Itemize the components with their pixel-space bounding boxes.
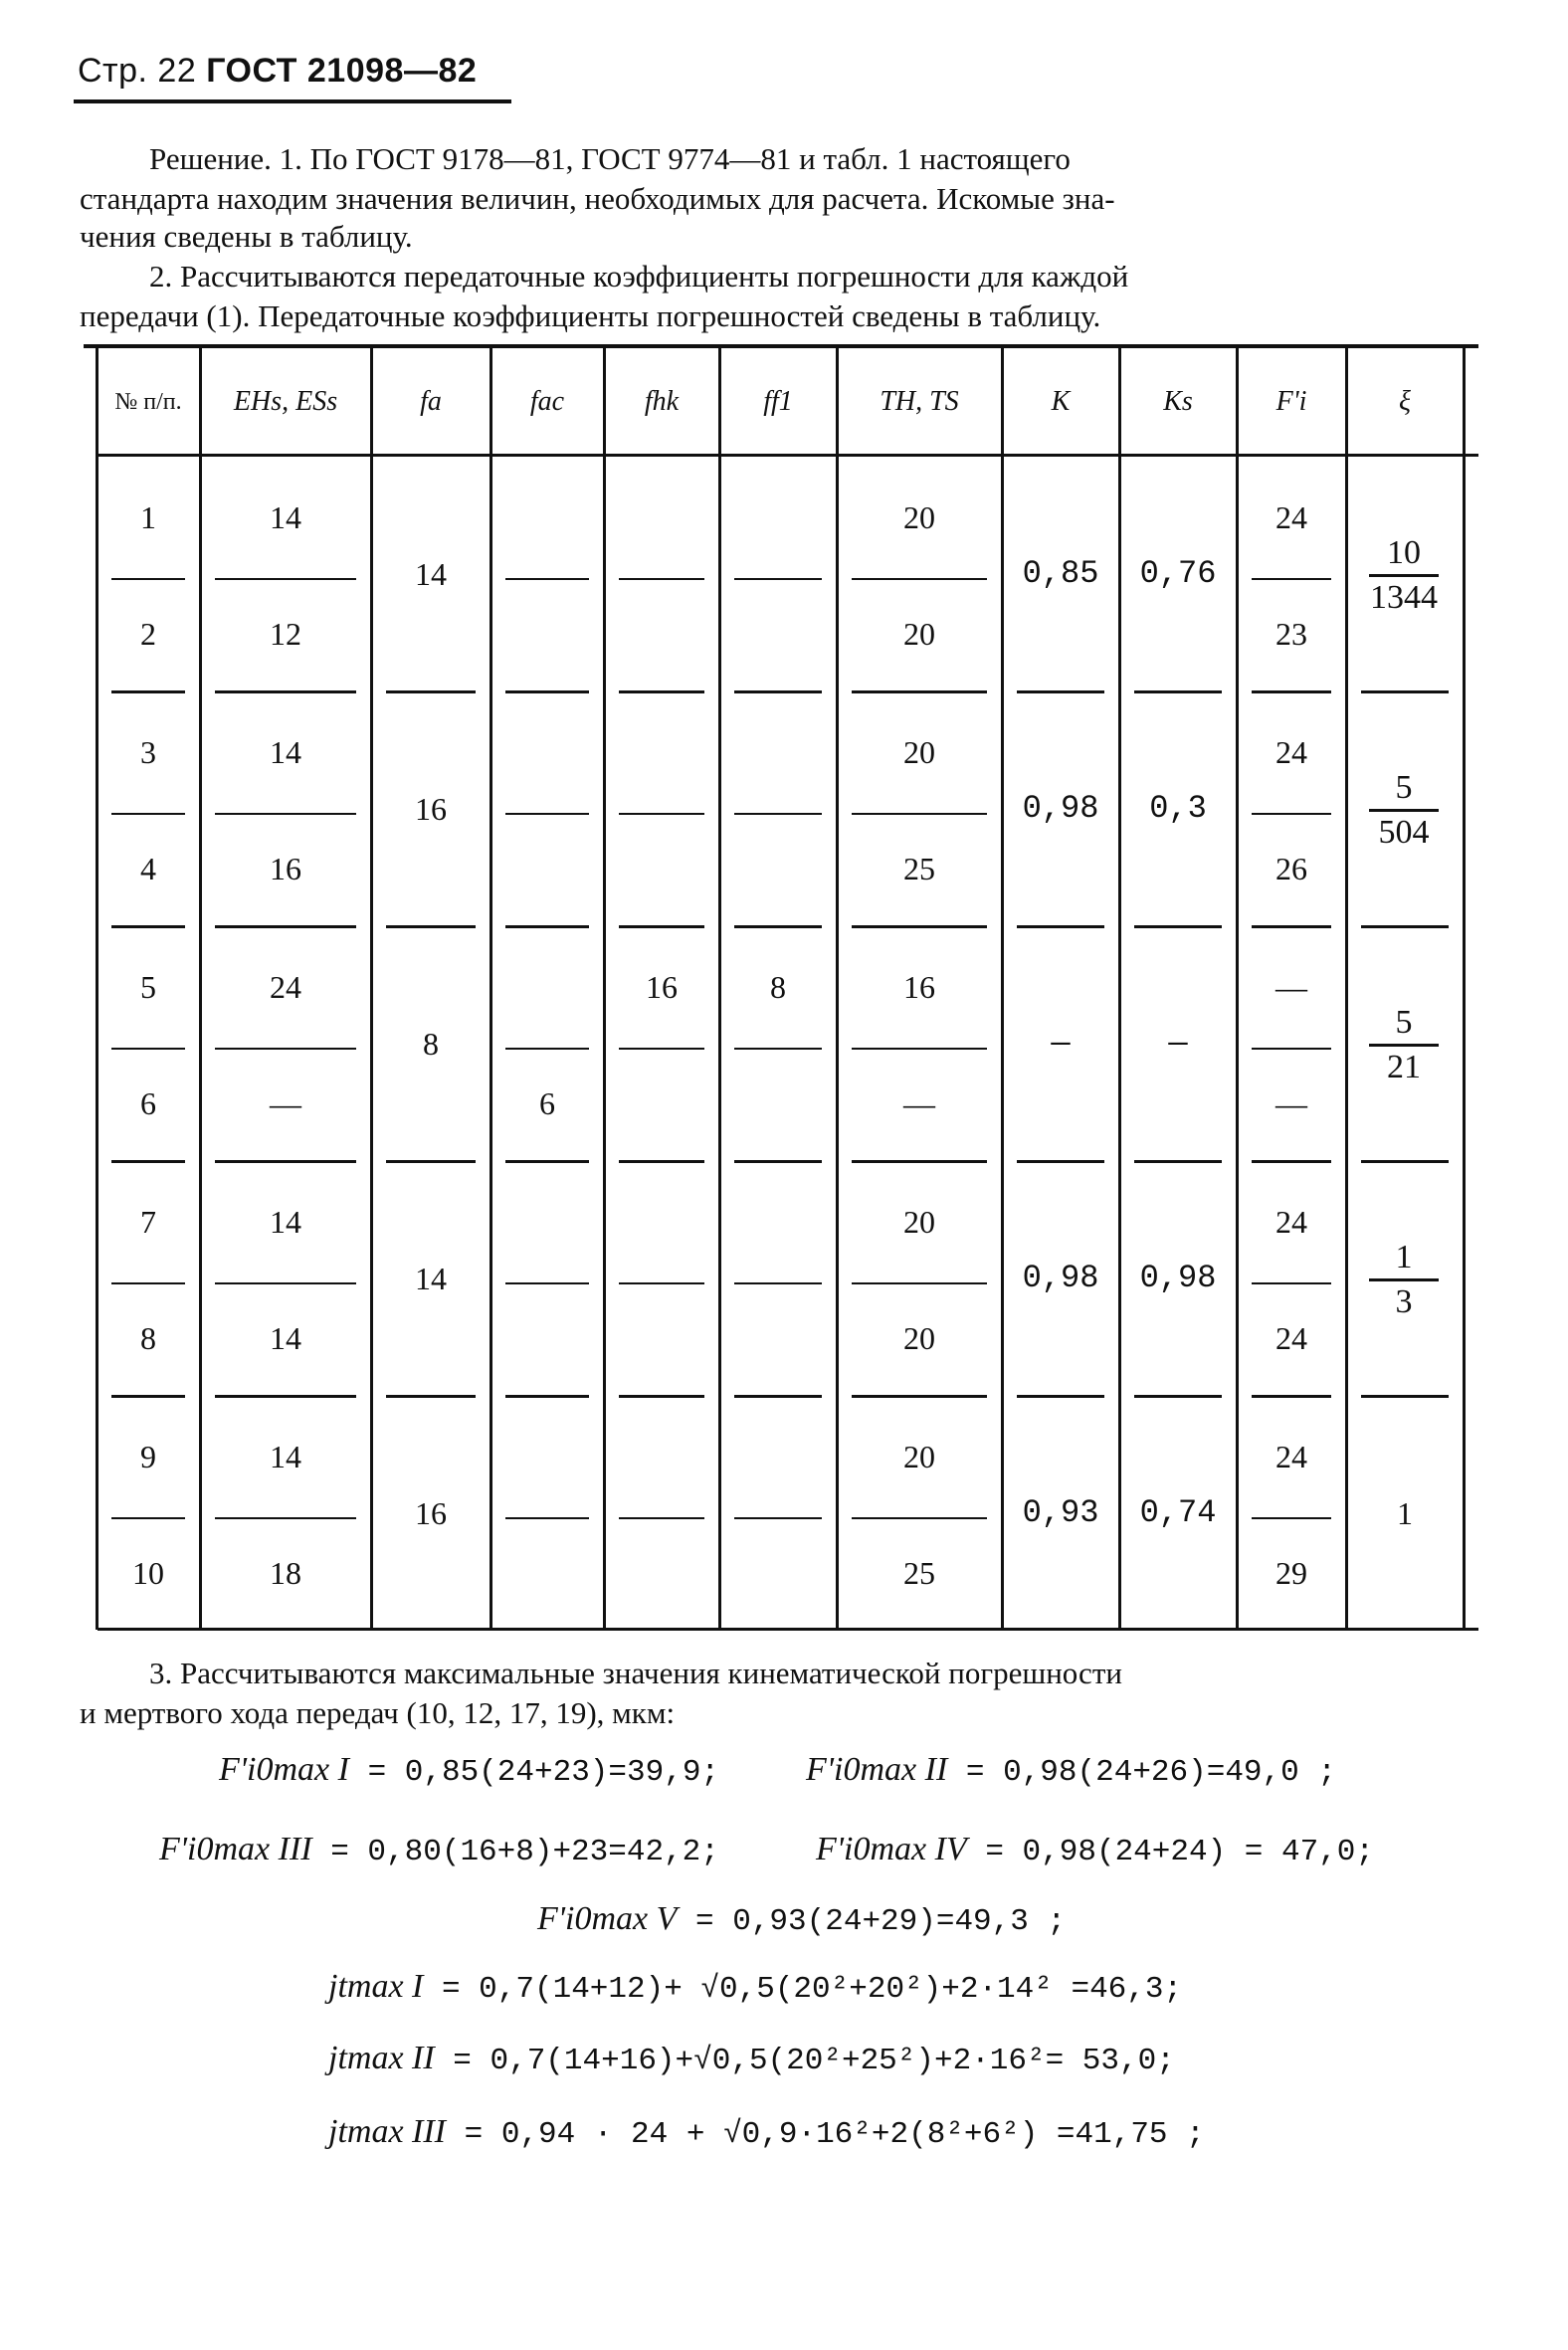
group-separator [215, 1395, 356, 1398]
cell-th-row-2: 20 [903, 616, 935, 652]
formula-j3-expr: = 0,94 · 24 + √0,9·16²+2(8²+6²) =41,75 ; [464, 2117, 1205, 2152]
vrule-2 [370, 348, 373, 1630]
group-separator [1134, 925, 1222, 928]
row-separator [215, 813, 356, 815]
group-separator [111, 690, 185, 693]
vrule-11 [1463, 348, 1466, 1630]
page-number: Стр. 22 [78, 52, 197, 90]
row-separator [734, 578, 822, 580]
row-separator [1252, 1048, 1331, 1050]
group-separator [1017, 925, 1104, 928]
group-separator [619, 925, 704, 928]
row-separator [734, 1048, 822, 1050]
group-separator [111, 1395, 185, 1398]
row-separator [111, 813, 185, 815]
cell-ehs-row-9: 14 [270, 1439, 301, 1474]
vrule-7 [1001, 348, 1004, 1630]
row-separator [852, 578, 987, 580]
xi-denominator: 1344 [1370, 579, 1438, 616]
cell-fa-group-5: 16 [415, 1495, 447, 1531]
cell-n-row-5: 5 [140, 969, 156, 1005]
header-fi: F'i [1275, 386, 1307, 417]
para-2-line-1: 2. Рассчитываются передаточные коэффициенты погрешности для каждой [149, 259, 1129, 294]
header-num: № п/п. [114, 389, 182, 415]
para-1-line-3: чения сведены в таблицу. [80, 219, 413, 254]
cell-n-row-1: 1 [140, 499, 156, 535]
row-separator [111, 1048, 185, 1050]
group-separator [1361, 925, 1449, 928]
row-separator [852, 813, 987, 815]
xi-denominator: 3 [1395, 1283, 1413, 1320]
row-separator [734, 813, 822, 815]
group-separator [852, 1395, 987, 1398]
cell-n-row-10: 10 [132, 1555, 164, 1591]
cell-ks-group-4: 0,98 [1139, 1260, 1217, 1296]
cell-xi-group-1 [1359, 534, 1449, 617]
group-separator [505, 925, 589, 928]
group-separator [1252, 925, 1331, 928]
formula-j2-expr: = 0,7(14+16)+√0,5(20²+25²)+2·16²= 53,0; [453, 2044, 1175, 2078]
row-separator [505, 578, 589, 580]
table-bottom-rule [98, 1628, 1478, 1631]
header-rule [74, 99, 511, 103]
fraction-bar [1369, 809, 1439, 812]
cell-ff1-row-5: 8 [770, 969, 786, 1005]
formula-j2 [328, 2040, 1175, 2078]
fraction-bar [1369, 1278, 1439, 1281]
formula-j1-name: jtmax I [328, 1968, 424, 2005]
cell-k-group-2: 0,98 [1022, 790, 1099, 827]
row-separator [111, 578, 185, 580]
formula-f1-expr: = 0,85(24+23)=39,9; [367, 1755, 720, 1790]
group-separator [1361, 690, 1449, 693]
cell-n-row-9: 9 [140, 1439, 156, 1474]
formula-f2 [806, 1751, 1336, 1790]
header-xi: ξ [1399, 386, 1411, 417]
group-separator [619, 690, 704, 693]
group-separator [1252, 1395, 1331, 1398]
row-separator [619, 1517, 704, 1519]
para-3-line-2: и мертвого хода передач (10, 12, 17, 19), мкм: [80, 1695, 676, 1730]
formula-f3 [159, 1831, 719, 1869]
xi-denominator: 504 [1378, 814, 1430, 851]
row-separator [215, 1282, 356, 1284]
group-separator [1252, 690, 1331, 693]
cell-th-row-9: 20 [903, 1439, 935, 1474]
row-separator [734, 1282, 822, 1284]
cell-th-row-8: 20 [903, 1320, 935, 1356]
para-3-line-1: 3. Рассчитываются максимальные значения кинематической погрешности [149, 1656, 1122, 1690]
xi-numerator: 5 [1395, 1004, 1413, 1041]
group-separator [215, 1160, 356, 1163]
row-separator [619, 813, 704, 815]
group-separator [505, 690, 589, 693]
cell-fi-row-6: — [1275, 1085, 1307, 1121]
row-separator [1252, 1282, 1331, 1284]
cell-fi-row-3: 24 [1275, 734, 1307, 770]
group-separator [1134, 690, 1222, 693]
cell-th-row-4: 25 [903, 851, 935, 886]
cell-th-row-5: 16 [903, 969, 935, 1005]
group-separator [619, 1395, 704, 1398]
group-separator [111, 1160, 185, 1163]
cell-fa-group-3: 8 [423, 1026, 439, 1062]
cell-fa-group-4: 14 [415, 1261, 447, 1296]
cell-th-row-3: 20 [903, 734, 935, 770]
xi-numerator: 5 [1395, 769, 1413, 806]
header-fa: fa [420, 386, 442, 417]
group-separator [111, 925, 185, 928]
group-separator [505, 1395, 589, 1398]
formula-f5-name: F'i0max V [537, 1900, 678, 1937]
cell-ehs-row-4: 16 [270, 851, 301, 886]
header-th: TH, TS [880, 386, 959, 417]
cell-fi-row-10: 29 [1275, 1555, 1307, 1591]
row-separator [111, 1517, 185, 1519]
fraction-bar [1369, 574, 1439, 577]
cell-ehs-row-8: 14 [270, 1320, 301, 1356]
formula-f5 [537, 1900, 1066, 1939]
table-header-rule [98, 454, 1478, 457]
row-separator [619, 1048, 704, 1050]
formula-f4-name: F'i0max IV [816, 1831, 967, 1867]
cell-n-row-4: 4 [140, 851, 156, 886]
row-separator [215, 1048, 356, 1050]
group-separator [1361, 1395, 1449, 1398]
row-separator [619, 1282, 704, 1284]
group-separator [619, 1160, 704, 1163]
cell-fac-row-6: 6 [539, 1085, 555, 1121]
cell-th-row-6: — [903, 1085, 935, 1121]
row-separator [1252, 813, 1331, 815]
formula-j1-expr: = 0,7(14+12)+ √0,5(20²+20²)+2·14² =46,3; [441, 1972, 1183, 2007]
group-separator [852, 690, 987, 693]
row-separator [852, 1282, 987, 1284]
xi-numerator: 1 [1395, 1239, 1413, 1275]
formula-j2-name: jtmax II [328, 2040, 435, 2076]
group-separator [734, 690, 822, 693]
row-separator [505, 813, 589, 815]
header-ks: Ks [1163, 386, 1193, 417]
cell-fi-row-7: 24 [1275, 1204, 1307, 1240]
cell-ehs-row-2: 12 [270, 616, 301, 652]
cell-th-row-10: 25 [903, 1555, 935, 1591]
cell-k-group-1: 0,85 [1022, 555, 1099, 592]
header-fac: fac [529, 386, 565, 417]
xi-numerator: 10 [1387, 534, 1421, 571]
cell-th-row-1: 20 [903, 499, 935, 535]
cell-ehs-row-7: 14 [270, 1204, 301, 1240]
formula-f3-expr: = 0,80(16+8)+23=42,2; [330, 1835, 719, 1869]
cell-fi-row-2: 23 [1275, 616, 1307, 652]
group-separator [386, 1160, 476, 1163]
cell-xi-group-3 [1359, 1004, 1449, 1086]
page-header [78, 52, 477, 91]
group-separator [386, 1395, 476, 1398]
vrule-3 [490, 348, 492, 1630]
formula-j3 [328, 2113, 1205, 2152]
cell-fa-group-1: 14 [415, 556, 447, 592]
group-separator [734, 1160, 822, 1163]
cell-ehs-row-10: 18 [270, 1555, 301, 1591]
cell-xi-group-2 [1359, 769, 1449, 852]
row-separator [734, 1517, 822, 1519]
cell-fi-row-1: 24 [1275, 499, 1307, 535]
row-separator [1252, 1517, 1331, 1519]
xi-denominator: 21 [1387, 1049, 1421, 1085]
cell-ks-group-1: 0,76 [1139, 555, 1217, 592]
cell-fi-row-4: 26 [1275, 851, 1307, 886]
row-separator [852, 1048, 987, 1050]
cell-n-row-7: 7 [140, 1204, 156, 1240]
group-separator [386, 690, 476, 693]
group-separator [734, 1395, 822, 1398]
cell-xi-group-4 [1359, 1239, 1449, 1321]
formula-f2-name: F'i0max II [806, 1751, 948, 1788]
fraction-bar [1369, 1044, 1439, 1047]
header-ehs: EHs, ESs [233, 386, 338, 417]
cell-th-row-7: 20 [903, 1204, 935, 1240]
cell-n-row-3: 3 [140, 734, 156, 770]
group-separator [1017, 1160, 1104, 1163]
header-k: K [1051, 386, 1071, 417]
row-separator [215, 578, 356, 580]
group-separator [1134, 1160, 1222, 1163]
cell-ks-group-3: — [1168, 1025, 1188, 1062]
formula-f1-name: F'i0max I [219, 1751, 349, 1788]
header-ff1: ff1 [763, 386, 793, 417]
row-separator [505, 1282, 589, 1284]
cell-fa-group-2: 16 [415, 791, 447, 827]
cell-ehs-row-1: 14 [270, 499, 301, 535]
cell-fi-row-8: 24 [1275, 1320, 1307, 1356]
standard-number: ГОСТ 21098—82 [206, 52, 478, 90]
group-separator [1134, 1395, 1222, 1398]
group-separator [1017, 1395, 1104, 1398]
cell-fi-row-9: 24 [1275, 1439, 1307, 1474]
formula-f3-name: F'i0max III [159, 1831, 312, 1867]
vrule-10 [1345, 348, 1348, 1630]
row-separator [619, 578, 704, 580]
para-1-line-1: Решение. 1. По ГОСТ 9178—81, ГОСТ 9774—81 и табл. 1 настоящего [149, 141, 1071, 176]
group-separator [386, 925, 476, 928]
formula-f4 [816, 1831, 1374, 1869]
cell-ks-group-2: 0,3 [1149, 790, 1207, 827]
formula-j3-name: jtmax III [328, 2113, 447, 2150]
cell-ehs-row-6: — [270, 1085, 301, 1121]
row-separator [1252, 578, 1331, 580]
para-1-line-2: стандарта находим значения величин, необходимых для расчета. Искомые зна- [80, 181, 1115, 216]
cell-k-group-5: 0,93 [1022, 1494, 1099, 1531]
cell-k-group-4: 0,98 [1022, 1260, 1099, 1296]
cell-n-row-2: 2 [140, 616, 156, 652]
group-separator [852, 925, 987, 928]
group-separator [215, 690, 356, 693]
row-separator [505, 1048, 589, 1050]
cell-fi-row-5: — [1275, 969, 1307, 1005]
row-separator [111, 1282, 185, 1284]
formula-f1 [219, 1751, 719, 1790]
group-separator [215, 925, 356, 928]
vrule-8 [1118, 348, 1121, 1630]
group-separator [505, 1160, 589, 1163]
group-separator [1252, 1160, 1331, 1163]
cell-fhk-row-5: 16 [646, 969, 678, 1005]
table-top-rule [84, 344, 1478, 348]
formula-j1 [328, 1968, 1182, 2007]
cell-ks-group-5: 0,74 [1139, 1494, 1217, 1531]
cell-xi-group-5: 1 [1397, 1495, 1413, 1531]
cell-n-row-6: 6 [140, 1085, 156, 1121]
row-separator [505, 1517, 589, 1519]
formula-f4-expr: = 0,98(24+24) = 47,0; [985, 1835, 1375, 1869]
group-separator [852, 1160, 987, 1163]
para-2-line-2: передачи (1). Передаточные коэффициенты погрешностей сведены в таблицу. [80, 298, 1101, 333]
cell-ehs-row-5: 24 [270, 969, 301, 1005]
cell-ehs-row-3: 14 [270, 734, 301, 770]
cell-k-group-3: — [1051, 1025, 1071, 1062]
row-separator [215, 1517, 356, 1519]
formula-f5-expr: = 0,93(24+29)=49,3 ; [695, 1904, 1067, 1939]
header-fhk: fhk [644, 386, 680, 417]
group-separator [1017, 690, 1104, 693]
cell-n-row-8: 8 [140, 1320, 156, 1356]
formula-f2-expr: = 0,98(24+26)=49,0 ; [965, 1755, 1336, 1790]
group-separator [1361, 1160, 1449, 1163]
group-separator [734, 925, 822, 928]
row-separator [852, 1517, 987, 1519]
